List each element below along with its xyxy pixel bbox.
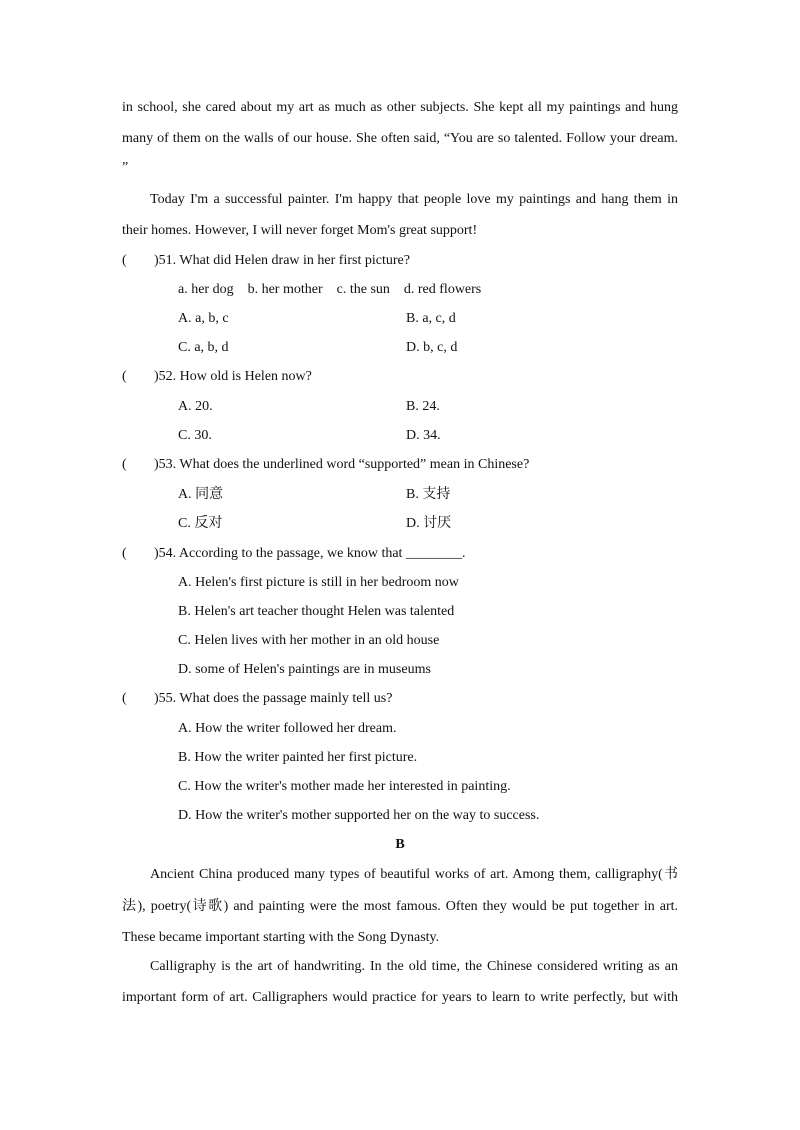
question-text: )51. What did Helen draw in her first picture? — [154, 253, 410, 268]
passage-line: Today I'm a successful painter. I'm happy that people love my paintings and hang them in — [150, 192, 678, 207]
option[interactable]: C. 反对 — [178, 516, 223, 531]
passage-line: 法), poetry(诗歌) and painting were the most famous. Often they would be put together in art. — [122, 899, 678, 914]
option[interactable]: B. 支持 — [406, 487, 451, 502]
passage-line: important form of art. Calligraphers would practice for years to learn to write perfectly, but with — [122, 990, 678, 1005]
passage-line: their homes. However, I will never forget Mom's great support! — [122, 223, 478, 238]
question-55 — [122, 691, 392, 707]
option[interactable]: C. a, b, d — [178, 340, 229, 355]
option[interactable]: B. a, c, d — [406, 311, 456, 326]
option[interactable]: A. 20. — [178, 399, 213, 414]
answer-bracket[interactable]: ( — [122, 369, 127, 384]
answer-bracket[interactable]: ( — [122, 253, 127, 268]
option[interactable]: D. 讨厌 — [406, 516, 452, 531]
option[interactable]: D. b, c, d — [406, 340, 458, 355]
question-51-items: a. her dog b. her mother c. the sun d. red flowers — [178, 282, 482, 297]
option[interactable]: B. How the writer painted her first picture. — [178, 750, 418, 765]
option[interactable]: C. Helen lives with her mother in an old house — [178, 633, 440, 648]
passage-line: ” — [122, 160, 129, 175]
question-text: )53. What does the underlined word “supported” mean in Chinese? — [154, 457, 530, 472]
option[interactable]: A. Helen's first picture is still in her bedroom now — [178, 575, 459, 590]
option[interactable]: D. How the writer's mother supported her on the way to success. — [178, 808, 540, 823]
option[interactable]: B. 24. — [406, 399, 440, 414]
passage-line: Ancient China produced many types of beautiful works of art. Among them, calligraphy(书 — [150, 867, 678, 882]
option[interactable]: B. Helen's art teacher thought Helen was talented — [178, 604, 455, 619]
option[interactable]: D. 34. — [406, 428, 441, 443]
question-54 — [122, 546, 465, 562]
question-text: )54. According to the passage, we know that ________. — [154, 546, 466, 561]
answer-bracket[interactable]: ( — [122, 691, 127, 706]
passage-line: in school, she cared about my art as much as other subjects. She kept all my paintings and hung — [122, 100, 678, 115]
answer-bracket[interactable]: ( — [122, 457, 127, 472]
option[interactable]: A. a, b, c — [178, 311, 229, 326]
question-text: )55. What does the passage mainly tell us? — [154, 691, 393, 706]
passage-line: Calligraphy is the art of handwriting. In the old time, the Chinese considered writing as an — [150, 959, 678, 974]
section-heading: B — [395, 837, 405, 852]
question-52 — [122, 369, 312, 385]
option[interactable]: C. 30. — [178, 428, 212, 443]
option[interactable]: A. How the writer followed her dream. — [178, 721, 397, 736]
passage-line: many of them on the walls of our house. She often said, “You are so talented. Follow your dream. — [122, 131, 678, 146]
option[interactable]: C. How the writer's mother made her interested in painting. — [178, 779, 511, 794]
passage-line: These became important starting with the Song Dynasty. — [122, 930, 440, 945]
option[interactable]: A. 同意 — [178, 487, 224, 502]
question-text: )52. How old is Helen now? — [154, 369, 312, 384]
question-53 — [122, 457, 529, 473]
answer-bracket[interactable]: ( — [122, 546, 127, 561]
option[interactable]: D. some of Helen's paintings are in museums — [178, 662, 431, 677]
question-51 — [122, 253, 410, 269]
